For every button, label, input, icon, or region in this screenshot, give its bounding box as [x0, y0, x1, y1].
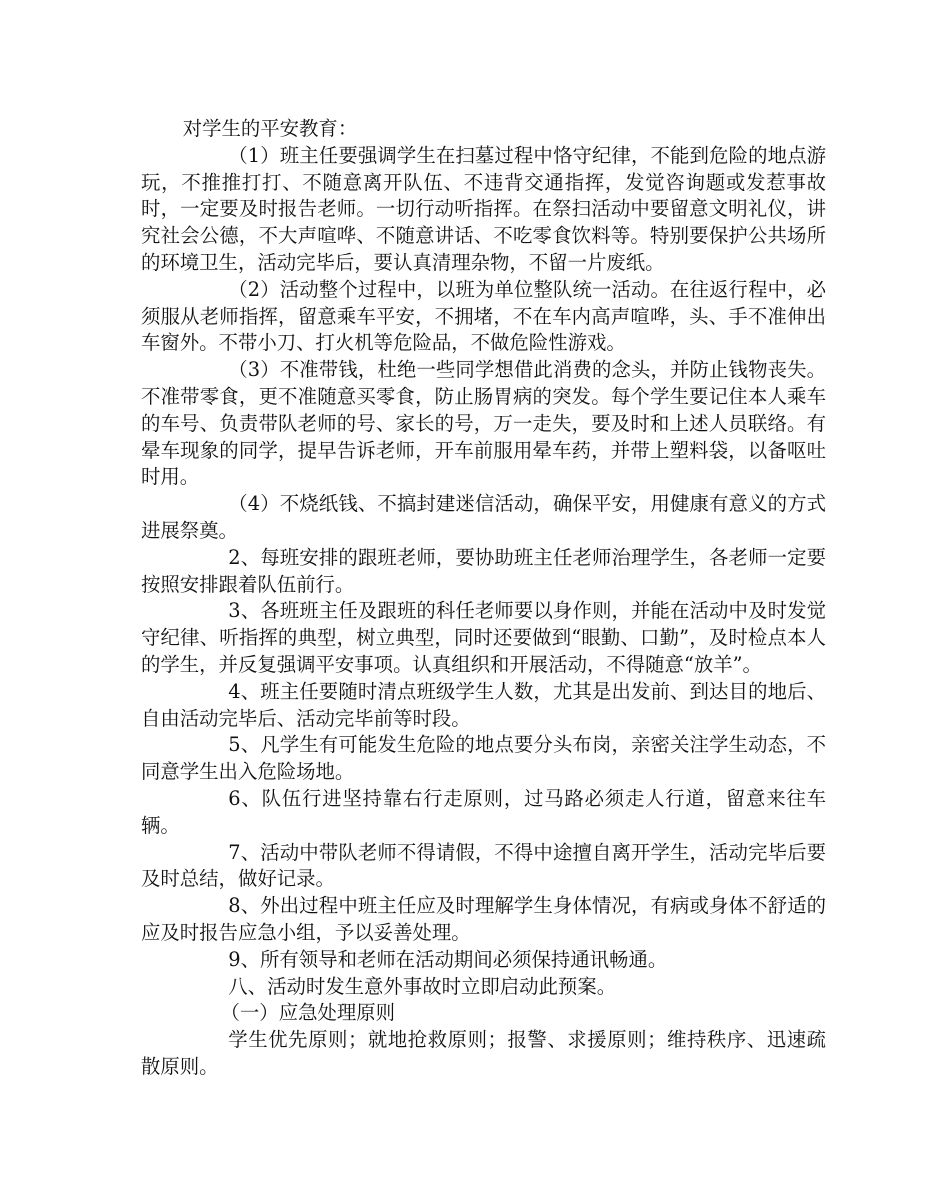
paragraph-point-4: 4、班主任要随时清点班级学生人数，尤其是出发前、到达目的地后、自由活动完毕后、活动完毕前等时段。 [141, 679, 826, 730]
paragraph-point-2: 2、每班安排的跟班老师，要协助班主任老师治理学生，各老师一定要按照安排跟着队伍前行。 [141, 545, 826, 596]
paragraph-item-1: （1）班主任要强调学生在扫墓过程中恪守纪律，不能到危险的地点游玩，不推推打打、不随意离开队伍、不违背交通指挥，发觉咨询题或发惹事故时，一定要及时报告老师。一切行动听指挥。在祭扫活动中要留意文明礼仪，讲究社会公德，不大声喧哗、不随意讲话、不吃零食饮料等。特别要保护公共场所的环境卫生，活动完毕后，要认真清理杂物，不留一片废纸。 [141, 143, 826, 274]
section-heading-student-safety: 对学生的平安教育： [182, 117, 358, 140]
paragraph-item-2: （2）活动整个过程中，以班为单位整队统一活动。在往返行程中，必须服从老师指挥，留意乘车平安，不拥堵，不在车内高声喧哗，头、手不准伸出车窗外。不带小刀、打火机等危险品，不做危险性游戏。 [141, 277, 826, 355]
paragraph-point-5: 5、凡学生有可能发生危险的地点要分头布岗，亲密关注学生动态，不同意学生出入危险场地。 [141, 733, 826, 784]
paragraph-point-9: 9、所有领导和老师在活动期间必须保持通讯畅通。 [228, 947, 668, 971]
section-heading-emergency-plan: 八、活动时发生意外事故时立即启动此预案。 [228, 974, 617, 998]
paragraph-item-4: （4）不烧纸钱、不搞封建迷信活动，确保平安，用健康有意义的方式进展祭奠。 [141, 492, 826, 542]
paragraph-item-3: （3）不准带钱，杜绝一些同学想借此消费的念头，并防止钱物丧失。不准带零食，更不准随意买零食，防止肠胃病的突发。每个学生要记住本人乘车的车号、负责带队老师的号、家长的号，万一走失，要及时和上述人员联络。有晕车现象的同学，提早告诉老师，开车前服用晕车药，并带上塑料袋，以备呕吐时用。 [141, 358, 826, 489]
paragraph-point-7: 7、活动中带队老师不得请假，不得中途擅自离开学生，活动完毕后要及时总结，做好记录。 [141, 840, 826, 891]
paragraph-point-8: 8、外出过程中班主任应及时理解学生身体情况，有病或身体不舒适的应及时报告应急小组，予以妥善处理。 [141, 894, 826, 944]
paragraph-point-6: 6、队伍行进坚持靠右行走原则，过马路必须走人行道，留意来往车辆。 [141, 786, 826, 837]
subheading-emergency-principles: （一）应急处理原则 [220, 1001, 396, 1025]
paragraph-principles: 学生优先原则；就地抢救原则；报警、求援原则；维持秩序、迅速疏散原则。 [141, 1028, 826, 1078]
paragraph-point-3: 3、各班班主任及跟班的科任老师要以身作则，并能在活动中及时发觉守纪律、听指挥的典型，树立典型，同时还要做到“眼勤、口勤”，及时检点本人的学生，并反复强调平安事项。认真组织和开展活动，不得随意“放羊”。 [141, 599, 826, 676]
document-body [141, 116, 826, 1081]
